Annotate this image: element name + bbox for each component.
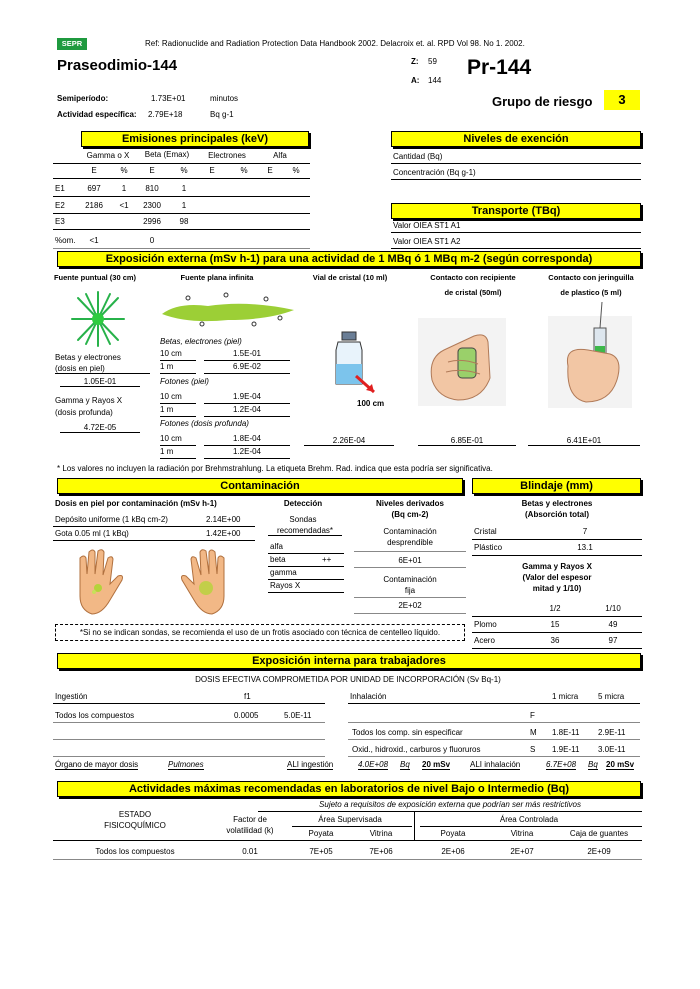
dosis-row-value: 2.14E+00 — [206, 515, 241, 524]
desprendible-label-1: Contaminación — [383, 527, 437, 536]
ingestion-label: Ingestión — [55, 692, 88, 701]
point-source-icon — [60, 288, 136, 350]
z-label: Z: — [411, 57, 419, 66]
blindaje-hdr-tenth: 1/10 — [605, 604, 621, 613]
organo-label: Órgano de mayor dosis — [55, 760, 139, 769]
dosis-row-label: Depósito uniforme (1 kBq cm-2) — [55, 515, 168, 524]
niveles-title-1: Niveles derivados — [375, 499, 445, 508]
plane-value: 1.9E-04 — [232, 392, 262, 401]
desprendible-value: 6E+01 — [398, 556, 422, 565]
inhalacion-row-v1: 1.8E-11 — [552, 728, 580, 737]
emis-row-label: E3 — [55, 217, 65, 226]
externa-footnote: * Los valores no incluyen la radiación por Brehmstrahlung. La etiqueta Brehm. Rad. indica que esta podría ser significativa. — [57, 464, 493, 473]
reference-text: Ref: Radionuclide and Radiation Protection Data Handbook 2002. Delacroix et. al. RPD Vol 98. No 1. 2002. — [145, 39, 525, 48]
blindaje-gamma-title-1: Gamma y Rayos X — [522, 562, 592, 571]
sonda-name: beta — [270, 555, 286, 564]
micra1-label: 1 micra — [552, 692, 579, 701]
micra5-label: 5 micra — [598, 692, 625, 701]
gamma-point-value: 4.72E-05 — [60, 423, 140, 433]
plane-value: 1.5E-01 — [232, 349, 262, 358]
externa-title: Exposición externa (mSv h-1) para una actividad de 1 MBq ó 1 MBq m-2 (según corresponda) — [57, 251, 641, 267]
plane-value: 1.8E-04 — [232, 434, 262, 443]
sonda-name: gamma — [270, 568, 297, 577]
actividades-title: Actividades máximas recomendadas en laboratorios de nivel Bajo o Intermedio (Bq) — [57, 781, 641, 797]
ingestion-row-label: Todos los compuestos — [55, 711, 135, 720]
half-life-label: Semiperíodo: — [57, 94, 109, 103]
blindaje-hdr-half: 1/2 — [549, 604, 561, 613]
actividades-row-value: 2E+09 — [587, 847, 611, 856]
betas-label-2: (dosis en piel) — [55, 364, 150, 374]
blindaje-gamma-tenth: 97 — [608, 636, 618, 645]
emis-cell: 697 — [87, 184, 101, 193]
estado-label-1: ESTADO — [118, 810, 152, 819]
blindaje-betas-label: Cristal — [474, 527, 497, 536]
actividades-row-label: Todos los compuestos — [95, 847, 175, 856]
inhalacion-row-type: M — [530, 728, 537, 737]
plane-value: 6.9E-02 — [232, 362, 262, 371]
vial-icon — [328, 330, 388, 398]
exencion-title: Niveles de exención — [391, 131, 641, 147]
emis-hdr-alfa: Alfa — [273, 151, 287, 160]
plane-fot-title: Fotones (piel) — [160, 377, 209, 386]
recipiente-value: 6.85E-01 — [418, 436, 516, 446]
sonda-name: alfa — [270, 542, 283, 551]
sepr-logo: SEPR — [57, 38, 87, 50]
emis-subheader: % — [180, 166, 188, 175]
ali-inhalacion-dose: 20 mSv — [606, 760, 635, 769]
plane-distance: 10 cm — [160, 349, 182, 358]
actividades-subcol: Vitrina — [510, 829, 534, 838]
emis-row-label: %om. — [55, 236, 76, 245]
emis-subheader: E — [209, 166, 215, 175]
emis-cell: 810 — [145, 184, 159, 193]
nuclide-symbol: Pr-144 — [467, 56, 532, 79]
emis-hdr-gamma: Gamma o X — [86, 151, 130, 160]
fija-label-2: fija — [404, 586, 416, 595]
sondas-label-1: Sondas — [289, 515, 317, 524]
hand-container-icon — [418, 318, 506, 406]
ali-ingestion-value: 4.0E+08 — [358, 760, 389, 769]
exencion-cantidad: Cantidad (Bq) — [393, 152, 443, 161]
ali-inhalacion-label: ALI inhalación — [470, 760, 521, 769]
emis-subheader: E — [149, 166, 155, 175]
emis-subheader: E — [91, 166, 97, 175]
area-controlada: Área Controlada — [499, 815, 559, 824]
f1-label: f1 — [244, 692, 251, 701]
emis-cell: 0 — [149, 236, 155, 245]
emis-subheader: % — [120, 166, 128, 175]
betas-label-1: Betas y electrones — [55, 353, 121, 362]
col-jeringuilla-2: de plastico (5 ml) — [560, 288, 622, 297]
risk-group-label: Grupo de riesgo — [492, 94, 593, 109]
emis-cell: <1 — [119, 201, 129, 210]
contaminacion-title: Contaminación — [57, 478, 463, 494]
syringe-icon — [548, 302, 632, 408]
actividades-row-value: 2E+07 — [510, 847, 534, 856]
specific-activity-label: Actividad específica: — [57, 110, 137, 119]
emis-cell: 1 — [181, 201, 187, 210]
factor-label-1: Factor de — [233, 815, 267, 824]
transporte-a1: Valor OIEA ST1 A1 — [393, 221, 461, 230]
emis-cell: 98 — [179, 217, 189, 226]
inhalacion-row-label: Oxid., hidroxid., carburos y fluoruros — [352, 745, 481, 754]
blindaje-gamma-label: Plomo — [474, 620, 497, 629]
emis-subheader: % — [240, 166, 248, 175]
plane-distance: 10 cm — [160, 434, 182, 443]
blindaje-gamma-title-2: (Valor del espesor — [522, 573, 592, 582]
specific-activity-value: 2.79E+18 — [148, 110, 183, 119]
ingestion-row-value: 5.0E-11 — [284, 711, 312, 720]
element-name: Praseodimio-144 — [57, 57, 178, 74]
actividades-subcol: Caja de guantes — [569, 829, 629, 838]
actividades-subtitle: Sujeto a requisitos de exposición externa que podrían ser más restrictivos — [319, 800, 581, 809]
blindaje-gamma-half: 36 — [550, 636, 560, 645]
blindaje-gamma-title-3: mitad y 1/10) — [532, 584, 582, 593]
jeringuilla-value: 6.41E+01 — [528, 436, 640, 446]
emis-cell: <1 — [89, 236, 99, 245]
col-jeringuilla-1: Contacto con jeringuilla — [548, 273, 634, 282]
exencion-concentracion: Concentración (Bq g-1) — [393, 168, 476, 177]
transporte-title: Transporte (TBq) — [391, 203, 641, 219]
col-fuente-puntual: Fuente puntual (30 cm) — [53, 273, 137, 282]
interna-title: Exposición interna para trabajadores — [57, 653, 641, 669]
inhalacion-row-label: Todos los comp. sin especificar — [352, 728, 463, 737]
col-recipiente-2: de cristal (50ml) — [444, 288, 502, 297]
emisiones-title: Emisiones principales (keV) — [81, 131, 309, 147]
actividades-subcol: Poyata — [308, 829, 334, 838]
blindaje-gamma-half: 15 — [550, 620, 560, 629]
emis-subheader: E — [267, 166, 273, 175]
estado-label-2: FISICOQUÍMICO — [104, 821, 166, 830]
inhalacion-label: Inhalación — [350, 692, 387, 701]
inhalacion-row-v5: 2.9E-11 — [598, 728, 626, 737]
a-value: 144 — [428, 76, 442, 85]
blindaje-betas-value: 7 — [582, 527, 588, 536]
half-life-value: 1.73E+01 — [151, 94, 186, 103]
dosis-row-label: Gota 0.05 ml (1 kBq) — [55, 529, 129, 538]
sondas-note: *Si no se indican sondas, se recomienda el uso de un frotis asociado con técnica de centelleo líquido. — [55, 624, 465, 641]
blindaje-betas-title-2: (Absorción total) — [525, 510, 589, 519]
emis-row-label: E1 — [55, 184, 65, 193]
gamma-label-1: Gamma y Rayos X — [55, 396, 123, 405]
inhalacion-row-v1: 1.9E-11 — [552, 745, 580, 754]
actividades-row-value: 2E+06 — [441, 847, 465, 856]
actividades-row-value: 7E+05 — [309, 847, 333, 856]
ali-inhalacion-unit: Bq — [588, 760, 598, 769]
gamma-label-2: (dosis profunda) — [55, 408, 113, 417]
plane-distance: 1 m — [160, 447, 174, 456]
inhalacion-row-type: F — [530, 711, 535, 720]
hand-left-icon — [70, 548, 126, 618]
specific-activity-unit: Bq g-1 — [210, 110, 234, 119]
col-fuente-plana: Fuente plana infinita — [180, 273, 254, 282]
fija-label-1: Contaminación — [383, 575, 437, 584]
plane-distance: 10 cm — [160, 392, 182, 401]
emis-subheader: % — [292, 166, 300, 175]
blindaje-gamma-tenth: 49 — [608, 620, 618, 629]
plane-betas-title: Betas, electrones (piel) — [160, 337, 242, 346]
blindaje-betas-title-1: Betas y electrones — [521, 499, 593, 508]
col-recipiente-1: Contacto con recipiente — [430, 273, 516, 282]
organo-value: Pulmones — [168, 760, 204, 769]
emis-cell: 1 — [121, 184, 127, 193]
hand-right-icon — [178, 548, 234, 618]
emis-row-label: E2 — [55, 201, 65, 210]
actividades-row-k: 0.01 — [242, 847, 258, 856]
blindaje-betas-label: Plástico — [474, 543, 503, 552]
emis-cell: 2300 — [143, 201, 161, 210]
emis-cell: 2186 — [85, 201, 103, 210]
a-label: A: — [411, 76, 420, 85]
blindaje-title: Blindaje (mm) — [472, 478, 641, 494]
factor-label-2: volatilidad (k) — [226, 826, 274, 835]
ali-inhalacion-value: 6.7E+08 — [546, 760, 577, 769]
interna-subtitle: DOSIS EFECTIVA COMPROMETIDA POR UNIDAD DE INCORPORACIÓN (Sv Bq-1) — [195, 675, 501, 684]
plane-distance: 1 m — [160, 405, 174, 414]
sonda-mark: ++ — [322, 555, 332, 564]
area-supervisada: Área Supervisada — [318, 815, 382, 824]
emis-cell: 1 — [181, 184, 187, 193]
desprendible-label-2: desprendible — [387, 538, 433, 547]
deteccion-title: Detección — [283, 499, 323, 508]
transporte-a2: Valor OIEA ST1 A2 — [393, 237, 461, 246]
ali-ingestion-label: ALI ingestión — [287, 760, 334, 769]
ingestion-row-f1: 0.0005 — [234, 711, 259, 720]
actividades-subcol: Vitrina — [369, 829, 393, 838]
sondas-label-2: recomendadas* — [268, 526, 342, 536]
plane-fotp-title: Fotones (dosis profunda) — [160, 419, 249, 428]
plane-value: 1.2E-04 — [232, 405, 262, 414]
plane-distance: 1 m — [160, 362, 174, 371]
dosis-piel-title: Dosis en piel por contaminación (mSv h-1) — [55, 499, 217, 508]
col-vial: Vial de cristal (10 ml) — [312, 273, 388, 282]
inhalacion-row-v5: 3.0E-11 — [598, 745, 626, 754]
niveles-title-2: (Bq cm-2) — [391, 510, 429, 519]
z-value: 59 — [428, 57, 437, 66]
plane-value: 1.2E-04 — [232, 447, 262, 456]
emis-hdr-electrones: Electrones — [208, 151, 246, 160]
risk-group-value: 3 — [604, 90, 640, 110]
inhalacion-row-type: S — [530, 745, 536, 754]
betas-point-value: 1.05E-01 — [60, 377, 140, 387]
vial-value: 2.26E-04 — [304, 436, 394, 446]
actividades-subcol: Poyata — [440, 829, 466, 838]
blindaje-gamma-label: Acero — [474, 636, 495, 645]
half-life-unit: minutos — [210, 94, 239, 103]
ali-ingestion-unit: Bq — [400, 760, 410, 769]
emis-hdr-beta: Beta (Emax) — [144, 150, 190, 159]
emis-cell: 2996 — [143, 217, 161, 226]
plane-source-icon — [158, 290, 298, 330]
fija-value: 2E+02 — [398, 601, 422, 610]
dosis-row-value: 1.42E+00 — [206, 529, 241, 538]
ali-ingestion-dose: 20 mSv — [422, 760, 451, 769]
actividades-row-value: 7E+06 — [369, 847, 393, 856]
blindaje-betas-value: 13.1 — [577, 543, 593, 552]
sonda-name: Rayos X — [270, 581, 301, 590]
vial-distance: 100 cm — [357, 399, 385, 408]
